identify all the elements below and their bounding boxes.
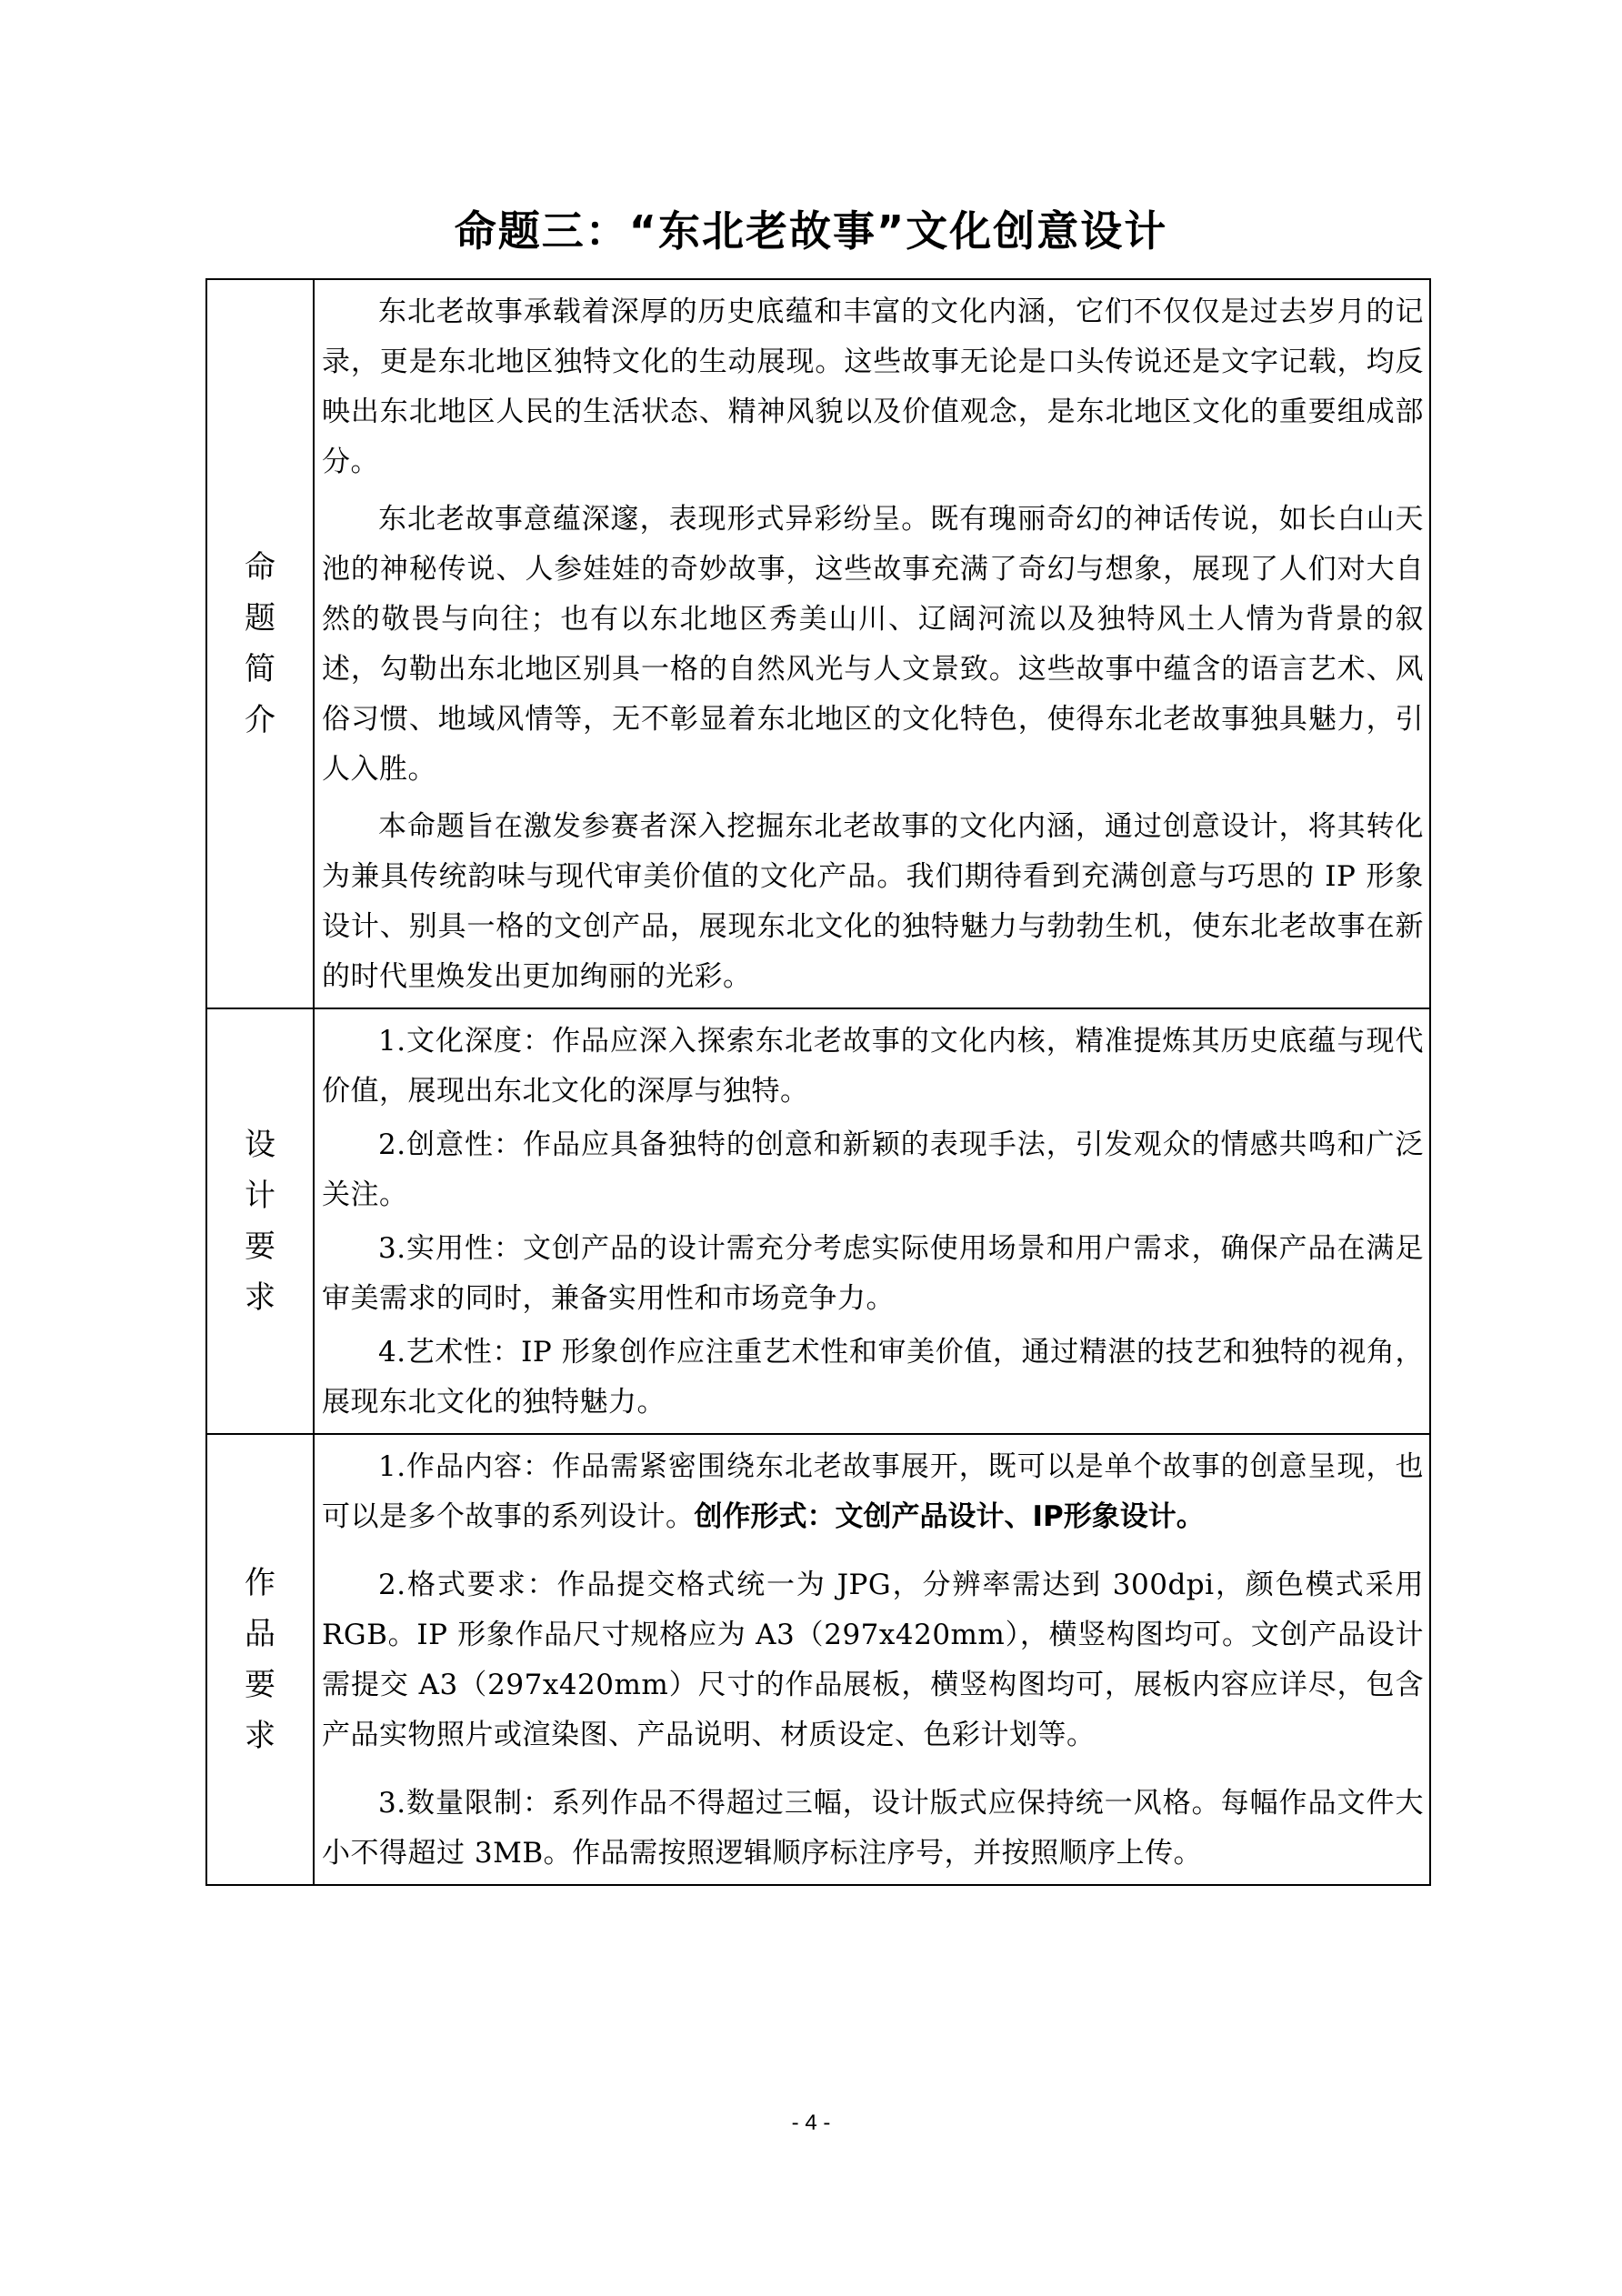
label-intro xyxy=(206,279,314,1008)
paragraph: 东北老故事承载着深厚的历史底蕴和丰富的文化内涵，它们不仅仅是过去岁月的记录，更是东北地区独特文化的生动展现。这些故事无论是口头传说还是文字记载，均反映出东北地区人民的生活状态、精神风貌以及价值观念，是东北地区文化的重要组成部分。 xyxy=(322,296,1424,478)
paragraph: 4.艺术性：IP 形象创作应注重艺术性和审美价值，通过精湛的技艺和独特的视角，展现东北文化的独特魅力。 xyxy=(322,1336,1424,1419)
paragraph: 3.数量限制：系列作品不得超过三幅，设计版式应保持统一风格。每幅作品文件大小不得超过 3MB。作品需按照逻辑顺序标注序号，并按照顺序上传。 xyxy=(322,1787,1424,1870)
label-char: 求 xyxy=(245,1718,275,1754)
content-design xyxy=(314,1008,1430,1434)
paragraph: 1.文化深度：作品应深入探索东北老故事的文化内核，精准提炼其历史底蕴与现代价值，展现出东北文化的深厚与独特。 xyxy=(322,1025,1424,1108)
label-design xyxy=(206,1008,314,1434)
label-char: 作 xyxy=(245,1565,275,1601)
paragraph-text: 1.作品内容：作品需紧密围绕东北老故事展开，既可以是单个故事的创意呈现，也可以是多个故事的系列设计。 xyxy=(322,1450,1424,1533)
page-number: - 4 - xyxy=(791,2111,831,2135)
requirements-table xyxy=(205,278,1431,1886)
table-row-work xyxy=(206,1434,1430,1885)
paragraph: 2.格式要求：作品提交格式统一为 JPG，分辨率需达到 300dpi，颜色模式采用 RGB。IP 形象作品尺寸规格应为 A3（297x420mm），横竖构图均可。文创产品设计需提交 A3（297x420mm）尺寸的作品展板，横竖构图均可，展板内容应详尽，包含产品实物照片或渲染图、产品说明、材质设定、色彩计划等。 xyxy=(322,1569,1424,1751)
paragraph: 本命题旨在激发参赛者深入挖掘东北老故事的文化内涵，通过创意设计，将其转化为兼具传统韵味与现代审美价值的文化产品。我们期待看到充满创意与巧思的 IP 形象设计、别具一格的文创产品，展现东北文化的独特魅力与勃勃生机，使东北老故事在新的时代里焕发出更加绚丽的光彩。 xyxy=(322,810,1424,993)
label-work xyxy=(206,1434,314,1885)
label-char: 计 xyxy=(245,1178,275,1214)
label-char: 品 xyxy=(245,1616,275,1652)
label-char: 命 xyxy=(245,549,275,586)
table-row-design xyxy=(206,1008,1430,1434)
label-char: 要 xyxy=(245,1667,275,1703)
page-title: 命题三：“东北老故事”文化创意设计 xyxy=(454,206,1168,256)
label-char: 题 xyxy=(245,600,275,637)
creation-form-text: 创作形式：文创产品设计、IP形象设计。 xyxy=(694,1500,1205,1533)
content-intro xyxy=(314,279,1430,1008)
table-row-intro xyxy=(206,279,1430,1008)
label-char: 介 xyxy=(245,702,275,738)
label-char: 要 xyxy=(245,1228,275,1265)
content-work xyxy=(314,1434,1430,1885)
label-char: 求 xyxy=(245,1279,275,1316)
paragraph xyxy=(322,1442,1424,1542)
paragraph: 东北老故事意蕴深邃，表现形式异彩纷呈。既有瑰丽奇幻的神话传说，如长白山天池的神秘传说、人参娃娃的奇妙故事，这些故事充满了奇幻与想象，展现了人们对大自然的敬畏与向往；也有以东北地区秀美山川、辽阔河流以及独特风土人情为背景的叙述，勾勒出东北地区别具一格的自然风光与人文景致。这些故事中蕴含的语言艺术、风俗习惯、地域风情等，无不彰显着东北地区的文化特色，使得东北老故事独具魅力，引人入胜。 xyxy=(322,503,1424,786)
paragraph: 2.创意性：作品应具备独特的创意和新颖的表现手法，引发观众的情感共鸣和广泛关注。 xyxy=(322,1128,1424,1211)
label-char: 简 xyxy=(245,651,275,687)
paragraph: 3.实用性：文创产品的设计需充分考虑实际使用场景和用户需求，确保产品在满足审美需求的同时，兼备实用性和市场竞争力。 xyxy=(322,1232,1424,1315)
label-char: 设 xyxy=(245,1127,275,1163)
